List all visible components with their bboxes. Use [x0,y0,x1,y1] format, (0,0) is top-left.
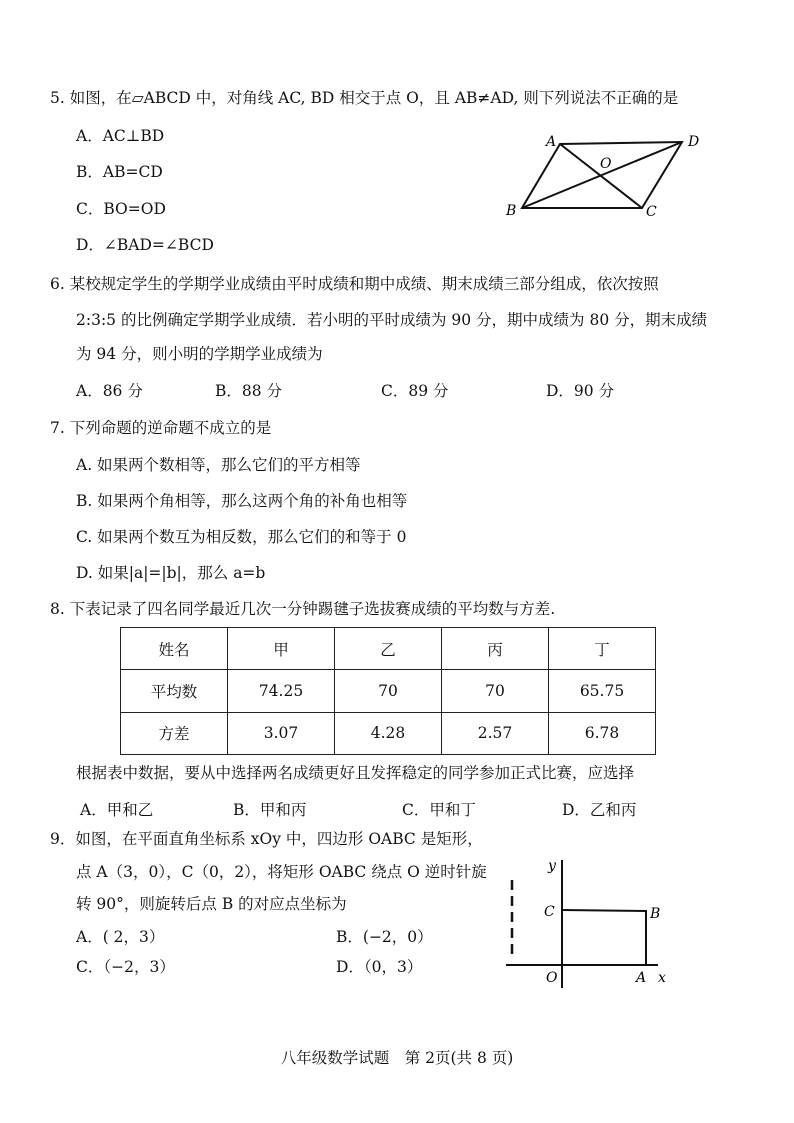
q7-option-a[interactable]: A. 如果两个数相等，那么它们的平方相等 [76,456,361,474]
q7-stem: 7. 下列命题的逆命题不成立的是 [50,419,272,437]
q9-option-c[interactable]: C．（−2，3） [76,958,175,976]
q9-line-1: 9．如图，在平面直角坐标系 xOy 中，四边形 OABC 是矩形， [50,830,483,848]
table-cell: 74.25 [228,670,335,712]
table-header-cell: 丙 [442,628,549,670]
q6-option-c[interactable]: C．89 分 [381,382,449,400]
q5-parallelogram-figure [500,130,710,220]
page-footer: 八年级数学试题 第 2页(共 8 页) [280,1049,514,1067]
table-header-cell: 丁 [549,628,656,670]
q9-option-b[interactable]: B．(−2，0） [336,928,433,946]
q9-option-d[interactable]: D．（0，3） [336,958,423,976]
table-cell: 2.57 [442,712,549,754]
label-o: O [546,970,558,986]
rectangle-oabc [562,910,646,965]
table-cell: 70 [442,670,549,712]
q5-stem [50,91,678,107]
q8-option-c[interactable]: C．甲和丁 [402,801,476,819]
q5-option-b[interactable]: B．AB=CD [76,163,163,181]
parallelogram-symbol: ▱ [131,89,144,107]
q6-option-d[interactable]: D．90 分 [546,382,615,400]
q9-line-3: 转 90°，则旋转后点 B 的对应点坐标为 [76,895,347,913]
table-cell: 平均数 [121,670,228,712]
q9-coordinate-figure [500,850,680,990]
table-cell: 3.07 [228,712,335,754]
q9-option-a[interactable]: A．( 2，3） [76,928,165,946]
table-cell: 70 [335,670,442,712]
label-x: x [658,970,666,986]
q8-follow-text: 根据表中数据，要从中选择两名成绩更好且发挥稳定的同学参加正式比赛，应选择 [76,764,635,782]
q8-option-d[interactable]: D．乙和丙 [562,801,637,819]
label-c: C [646,204,657,220]
q6-line-3: 为 94 分，则小明的学期学业成绩为 [76,345,323,363]
q5-option-d[interactable]: D．∠BAD=∠BCD [76,236,214,254]
label-b: B [650,906,661,922]
q8-stem: 8. 下表记录了四名同学最近几次一分钟踢毽子选拔赛成绩的平均数与方差. [50,600,556,618]
label-b: B [506,203,517,219]
q6-option-a[interactable]: A．86 分 [76,382,143,400]
q7-option-c[interactable]: C. 如果两个数互为相反数，那么它们的和等于 0 [76,528,407,546]
table-cell: 4.28 [335,712,442,754]
table-header-cell: 姓名 [121,628,228,670]
q6-option-b[interactable]: B．88 分 [215,382,283,400]
table-cell: 65.75 [549,670,656,712]
q5-option-c[interactable]: C．BO=OD [76,200,166,218]
table-header-row [121,628,656,670]
label-o: O [600,156,612,172]
q7-option-b[interactable]: B. 如果两个角相等，那么这两个角的补角也相等 [76,492,408,510]
table-cell: 6.78 [549,712,656,754]
q9-line-2: 点 A（3，0），C（0，2），将矩形 OABC 绕点 O 逆时针旋 [76,863,487,881]
q5-option-a[interactable]: A．AC⊥BD [76,127,165,145]
table-header-cell: 乙 [335,628,442,670]
q8-score-table [120,627,656,755]
table-row [121,712,656,754]
label-a: A [636,970,647,986]
table-row [121,670,656,712]
label-c: C [544,904,555,920]
table-cell: 方差 [121,712,228,754]
q8-option-b[interactable]: B．甲和丙 [233,801,307,819]
q6-line-2: 2:3:5 的比例确定学期学业成绩．若小明的平时成绩为 90 分，期中成绩为 80 分，期末成绩 [76,311,708,329]
q7-option-d[interactable]: D. 如果|a|=|b|，那么 a=b [76,564,266,582]
label-y: y [548,858,556,874]
q8-option-a[interactable]: A．甲和乙 [80,801,154,819]
label-d: D [688,134,700,150]
q5-stem-prefix: 5. 如图，在 [50,89,132,107]
q5-stem-rest: ABCD 中，对角线 AC, BD 相交于点 O，且 AB≠AD, 则下列说法不正确的是 [143,89,679,107]
diagonal-bd [522,142,682,208]
label-a: A [546,134,557,150]
q6-line-1: 6. 某校规定学生的学期学业成绩由平时成绩和期中成绩、期末成绩三部分组成，依次按照 [50,275,659,293]
table-header-cell: 甲 [228,628,335,670]
